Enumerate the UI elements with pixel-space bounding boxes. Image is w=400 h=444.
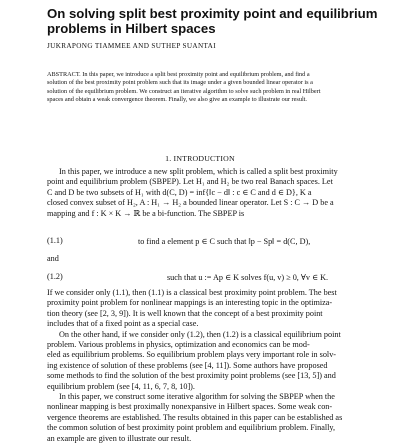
paper-title (47, 6, 387, 36)
equation-number: (1.1) (47, 236, 63, 245)
body-line: the common solution of best proximity point problem and equilibrium problem. Finally, (47, 423, 336, 433)
paragraph-2 (47, 288, 359, 330)
connector-text: and (47, 254, 59, 263)
abstract-line: solution of the best proximity point problem such that its image under a given bounded linear operator is a (47, 79, 313, 87)
section-heading: 1. INTRODUCTION (165, 154, 235, 163)
equation-number: (1.2) (47, 272, 63, 281)
author-list: JUKRAPONG TIAMMEE AND SUTHEP SUANTAI (47, 42, 216, 50)
body-line: problem. Various problems in physics, optimization and economics can be mod- (47, 340, 310, 349)
title-line-1: On solving split best proximity point and equilibrium (47, 6, 378, 21)
body-line: ing existence of solution of these problems (see [4, 11]). Some authors have proposed (47, 360, 328, 370)
body-line: proximity point problem for nonlinear mappings is an interesting topic in the optimiza- (47, 298, 333, 308)
body-line: If we consider only (1.1), then (1.1) is a classical best proximity point problem. The best (47, 288, 337, 297)
body-line: tion theory (see [2, 3, 9]). It is well known that the concept of a best proximity point (47, 308, 323, 318)
body-line: On the other hand, if we consider only (1.2), then (1.2) is a classical equilibrium point (59, 329, 341, 339)
body-line: In this paper, we construct some iterative algorithm for solving the SBPEP when the (59, 392, 335, 401)
body-line: eled as equilibrium problems. So equilibrium problem plays very important role in solv- (47, 350, 337, 360)
body-line: some methods to find the solution of the best proximity point problems (see [13, 5]) and (47, 371, 336, 381)
intro-paragraph (47, 167, 359, 219)
body-line: equilibrium problem (see [4, 11, 6, 7, 8, 10]). (47, 381, 195, 391)
equation-1: to find a element p ∈ C such that ‖p − Sp‖ = d(C, D), (138, 237, 311, 246)
abstract-line: ABSTRACT. In this paper, we introduce a split best proximity point and equilibrium problem, and find a (47, 71, 310, 78)
body-line: point and equilibrium problem (SBPEP). Let H₁ and H₂ be two real Banach spaces. Let (47, 177, 333, 187)
body-line: includes that of a fixed point as a special case. (47, 319, 199, 329)
body-line: an example are given to illustrate our result. (47, 433, 192, 443)
body-line: mapping and f : K × K → ℝ be a bi-function. The SBPEP is (47, 208, 245, 218)
paragraph-3 (47, 330, 359, 392)
abstract-line: spaces and obtain a weak convergence theorem. Finally, we also give an example to illustrate our result. (47, 95, 307, 103)
abstract-line: solution of the equilibrium problem. We construct an iterative algorithm to solve such problem in real Hilbert (47, 87, 321, 95)
body-line: vergence theorems are established. The results obtained in this paper can be established as (47, 412, 343, 422)
equation-2: such that u := Ap ∈ K solves f(u, v) ≥ 0, ∀v ∈ K. (167, 273, 329, 282)
abstract (47, 71, 353, 104)
body-line: closed convex subset of H₂, A : H₁ → H₂ a bounded linear operator. Let S : C → D be a (47, 198, 334, 208)
body-line: nonlinear mapping is best proximally nonexpansive in Hilbert spaces. Some weak con- (47, 402, 333, 412)
title-line-2: problems in Hilbert spaces (47, 21, 216, 36)
body-line: C and D be two subsets of H₁ with d(C, D) = inf{‖c − d‖ : c ∈ C and d ∈ D}, K a (47, 187, 312, 197)
body-line: In this paper, we introduce a new split problem, which is called a split best proximity (59, 167, 338, 176)
